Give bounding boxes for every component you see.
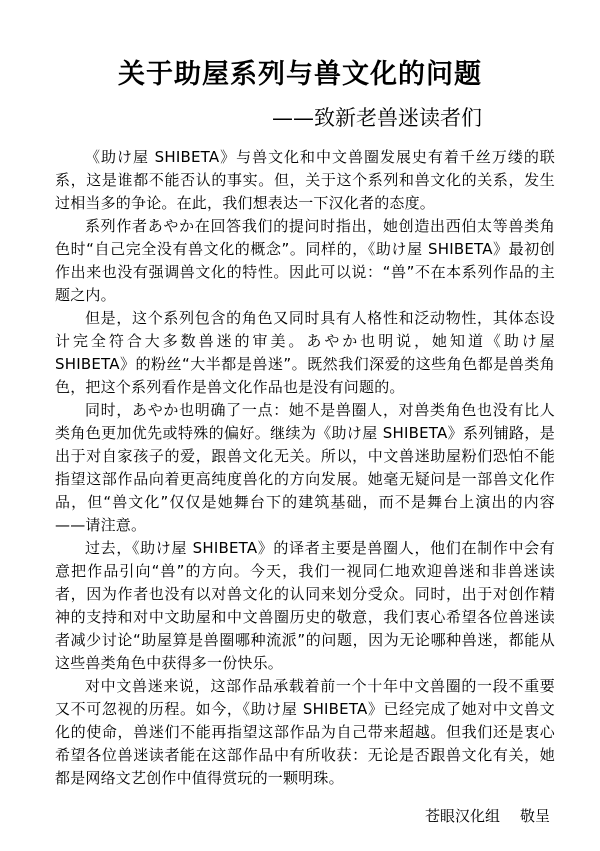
document-subtitle: ——致新老兽迷读者们: [272, 106, 482, 130]
signature-closing: 敬呈: [519, 807, 550, 825]
paragraph-2: 系列作者あやか在回答我们的提问时指出，她创造出西伯太等兽类角色时“自己完全没有兽文化的概念”。同样的，《助け屋 SHIBETA》最初创作出来也没有强调兽文化的特性。因此可以说：“兽”不在本系列作品的主题之内。: [55, 217, 555, 304]
paragraph-3: 但是，这个系列包含的角色又同时具有人格性和泛动物性，其体态设计完全符合大多数兽迷的审美。あやか也明说，她知道《助け屋 SHIBETA》的粉丝“大半都是兽迷”。既然我们深爱的这些角色都是兽类角色，把这个系列看作是兽文化作品也是没有问题的。: [55, 309, 555, 396]
paragraph-4: 同时，あやか也明确了一点：她不是兽圈人，对兽类角色也没有比人类角色更加优先或特殊的偏好。继续为《助け屋 SHIBETA》系列铺路，是出于对自家孩子的爱，跟兽文化无关。所以，中文兽迷助屋粉们恐怕不能指望这部作品向着更高纯度兽化的方向发展。她毫无疑问是一部兽文化作品，但“兽文化”仅仅是她舞台下的建筑基础，而不是舞台上演出的内容——请注意。: [55, 401, 555, 534]
document-body: [55, 146, 555, 790]
paragraph-6: 对中文兽迷来说，这部作品承载着前一个十年中文兽圈的一段不重要又不可忽视的历程。如今，《助け屋 SHIBETA》已经完成了她对中文兽文化的使命，兽迷们不能再指望这部作品为自己带来超越。但我们还是衷心希望各位兽迷读者能在这部作品中有所收获：无论是否跟兽文化有关，她都是网络文艺创作中值得赏玩的一颗明珠。: [55, 677, 555, 787]
signature: [425, 805, 550, 828]
document-title: 关于助屋系列与兽文化的问题: [118, 59, 482, 90]
paragraph-5: 过去，《助け屋 SHIBETA》的译者主要是兽圈人，他们在制作中会有意把作品引向“兽”的方向。今天，我们一视同仁地欢迎兽迷和非兽迷读者，因为作者也没有以对兽文化的认同来划分受众。同时，出于对创作精神的支持和对中文助屋和中文兽圈历史的敬意，我们衷心希望各位兽迷读者减少讨论“助屋算是兽圈哪种流派”的问题，因为无论哪种兽迷，都能从这些兽类角色中获得多一份快乐。: [55, 539, 555, 672]
signature-group: 苍眼汉化组: [424, 807, 500, 825]
paragraph-1: 《助け屋 SHIBETA》与兽文化和中文兽圈发展史有着千丝万缕的联系，这是谁都不能否认的事实。但，关于这个系列和兽文化的关系，发生过相当多的争论。在此，我们想表达一下汉化者的态度。: [55, 148, 555, 212]
